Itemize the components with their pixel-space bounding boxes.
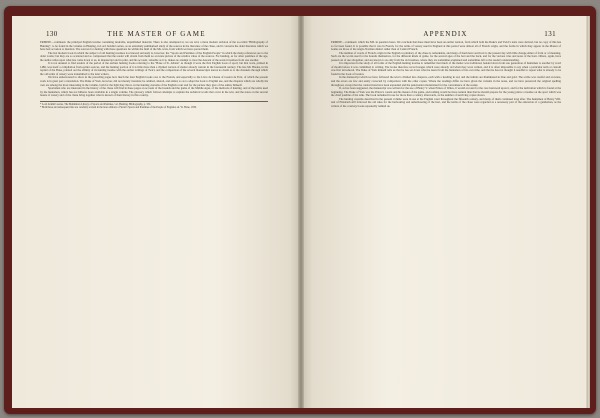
book-gutter <box>298 16 304 408</box>
page-edges-right <box>586 16 590 408</box>
right-page <box>301 16 590 408</box>
left-paragraph-2: The last modern book in which the subject of old hunting treatises is reviewed seriously is, however, the "Sports and Pastimes of the English People" in which the many references are to the older works; but they are so scattered and so compressed that the reader will obtain from them no accurate picture of the relative value of the sources. For hunting, as for other pastimes of the age, the author relies upon what has come down to us, in manuscript and in print, and his account, valuable as it is, makes no attempt to trace the descent of the several treatises from one another. <box>40 50 268 62</box>
right-paragraph-6: The hunting customs described in the present volume were in use at the English court throughout the fifteenth century, and many of them continued long after. The huntsmen of Henry VIII. and of Elizabeth still followed the old rules for the harbouring and unharbouring of the hart, and the terms of the chase were regarded as a necessary part of the education of a gentleman, as the writers of the courtesy books repeatedly remind us. <box>331 96 561 108</box>
left-page <box>12 16 301 408</box>
left-page-number: 130 <box>46 30 58 38</box>
left-page-body <box>40 41 268 109</box>
left-paragraph-5: Sportsmen who are interested in the history of the chase will find in these pages an account of the hounds and the game of the Middle Ages, of the methods of hunting, and of the terms used by the huntsmen, which has not hitherto been available in a single volume. The glossary which follows attempts to explain the technical words that occur in the text, and the notes on the several beasts of venery and of the chase bring together what is known of their history in this country. <box>40 86 268 98</box>
right-page-number: 131 <box>544 30 556 38</box>
left-running-title: THE MASTER OF GAME <box>107 30 206 38</box>
right-paragraph-1: ERMINE—continued. which the MS. in question bears. We conclude that there must have been an earlier version, from which both the Duke's and Twici's texts were derived, but no copy of this has so far been found. It is possible that it was in French, for the terms of venery used in England at this period were almost all of French origin, and the forms in which they appear in the Master of Game are those of the Anglo-Norman dialect rather than of Central French. <box>331 40 561 52</box>
right-paragraph-2: The number of words of French origin in the English vocabulary of the chase is remarkable, and many of them have survived to the present day with little change either of form or of meaning. Such are the words used for the hounds themselves, for the different kinds of game, for the several ages of the hart and the buck, and for the various cries and notes of the horn. Others, again, have passed out of use altogether, and are known to us only from the old treatises, where they are sometimes explained and sometimes left to the reader's understanding. <box>331 50 561 62</box>
right-page-body <box>331 41 561 108</box>
right-paragraph-4: In the manuscript which we have followed the text is divided into chapters, each with a heading in red, and the initials are illuminated in blue and gold. The scribe was careful and accurate, and the errors are few and easily corrected by comparison with the other copies. Where the readings differ we have given the variants in the notes, and we have preserved the original spelling throughout, except that the contractions have been expanded and the punctuation modernised for the convenience of the reader. <box>331 75 561 87</box>
right-paragraph-3: It is important in the study of all forms of the English hunting treatise to remember that much of the matter was traditional, handed down from one generation of huntsmen to another by word of mouth before it was committed to writing. The books therefore record usages which were already old when they were written, and it is often impossible to say when a particular term or custom was first introduced. The Duke of York himself tells us that he has set down what he learnt from the huntsmen of his own time, and that he has not thought it needful to repeat what is already to be found in the book of Gaston. <box>331 61 561 76</box>
left-footnote-2: * Both these and subsequent lists are carefully revised in the later editions of Strutt's Sports and Pastimes of the People of England, ed. W. Hone, 1830. <box>40 105 197 109</box>
right-running-title: APPENDIX <box>423 30 468 38</box>
left-footnotes <box>40 101 268 109</box>
left-paragraph-1: ERMINE—continued. the principal English treatise containing desirable, unpublished material. There is also attempted at, we are told, a mere modern revision of the so-called "Bibliography of Hunting", to be found in the volume on Hunting, in Lord Jacklin's series, as an extremely summarised study of the sources in the literature of the chase, and it concerns the older literature which we have had occasion to mention. The sources for dealing with these questions lie within the field of the Ms. texts, from which we have quoted them. <box>40 40 268 52</box>
left-paragraph-4: We have endeavoured to show in the preceding pages how much the later English books owe to the French, and especially to the Livre de Chasse of Gaston de Foix, of which the present work is in great part a translation. The Duke of York, however, did not merely translate; he omitted, altered, and added, so as to adapt the book to English use, and the chapters which are wholly his own are among the most interesting in the volume, both for the light they throw on the hunting customs of the English court and for the picture they give of the author himself. <box>40 75 268 87</box>
left-paragraph-3: It is not unusual to find readers of the period of the earliest hunting books referring to the "Boke of St. Albans" as though it were the first English book of sport; but that work, printed in 1486, was itself a compilation from earlier sources, and the hunting portion of it is little more than a rhymed version of matter already current in the fourteenth century. The late Mr. Blades, in his reprint of the Boke, pointed out the affinity of its hunting treatise with the earlier writings of Twici, and the comparison of the several manuscripts leaves no doubt as to the channels through which the old terms of venery were transmitted to the later writers. <box>40 61 268 76</box>
left-footnote-1: * Lord Jacklin's series, The Badminton Library of Sports and Pastimes, vol. Hunting, Bibliography, p. 330. <box>40 102 151 106</box>
right-paragraph-5: If, as has been suggested, the manuscript was written for the use of Henry V. when Prince of Wales, it would account for the care bestowed upon it, and for the dedication which is found at the beginning. The Duke of York was the Prince's cousin and his master of the game, and nothing would be more natural than that he should prepare for the young prince a treatise on the sport which was the chief pastime of his rank. The book remained in use for more than a century afterwards, as the number of surviving copies shows. <box>331 86 561 98</box>
book-spread <box>12 16 590 408</box>
